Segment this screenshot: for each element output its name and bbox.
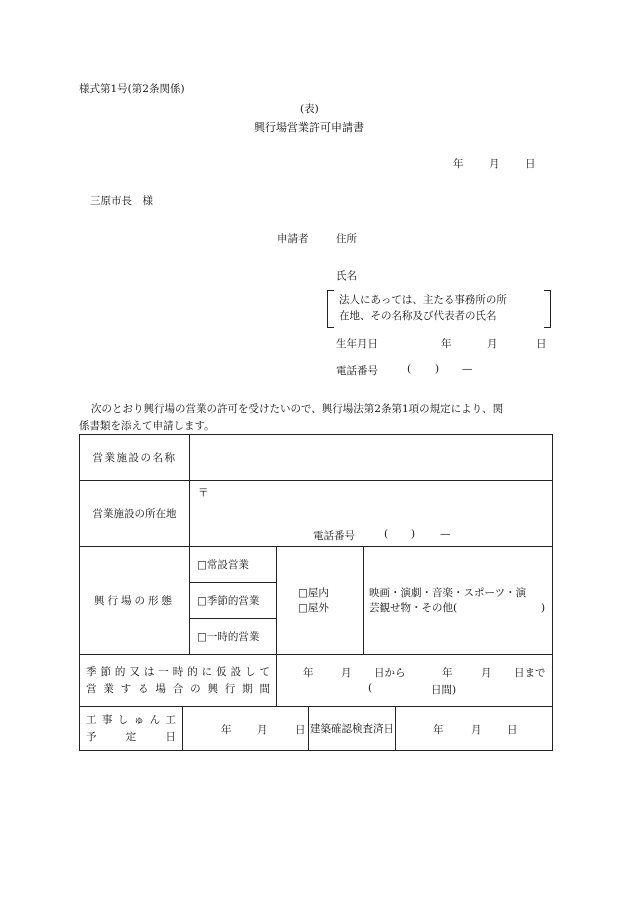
- corporate-note-text: [339, 292, 507, 324]
- phone-dash: —: [462, 363, 473, 375]
- corporate-note: [327, 290, 551, 326]
- facility-location-field[interactable]: [190, 481, 553, 547]
- genre-line1: 映画・演劇・音楽・スポーツ・演: [369, 586, 527, 599]
- construction-day: 日: [295, 724, 306, 736]
- phone-paren-close: ): [435, 363, 440, 375]
- phone-paren-open: (: [407, 363, 412, 375]
- facility-location-label: 営業施設の所在地: [80, 481, 190, 547]
- name-label[interactable]: 氏名: [336, 270, 357, 282]
- period-to-year: 年: [442, 667, 453, 679]
- temp-period-label: [80, 655, 277, 707]
- temp-period-label-line2: 営業する場合の興行期間: [86, 682, 270, 695]
- construction-label-line1: 工事しゅん工: [86, 713, 176, 726]
- business-type-temporary[interactable]: □一時的営業: [190, 619, 277, 655]
- corporate-note-line2: 在地、その名称及び代表者の氏名: [339, 310, 497, 322]
- birth-year[interactable]: 年: [441, 338, 452, 350]
- page-title: 興行場営業許可申請書: [254, 121, 364, 134]
- period-to-month: 月: [481, 667, 492, 679]
- temp-period-field[interactable]: [277, 655, 553, 707]
- period-from-month: 月: [341, 667, 352, 679]
- birth-month[interactable]: 月: [487, 338, 498, 350]
- genre-close: ): [541, 601, 546, 614]
- address-label[interactable]: 住所: [336, 233, 357, 245]
- intro-line1: 次のとおり興行場の営業の許可を受けたいので、興行場法第2条第1項の規定により、関: [91, 403, 504, 415]
- birth-label[interactable]: 生年月日: [336, 338, 378, 350]
- period-to-day: 日まで: [514, 667, 546, 679]
- construction-month: 月: [257, 724, 268, 736]
- location-phone-paren-open: (: [384, 528, 389, 540]
- construction-label: [80, 707, 183, 751]
- indoor-outdoor-cell: [277, 547, 364, 655]
- period-from-day: 日から: [374, 667, 406, 679]
- genre-cell: [364, 547, 553, 655]
- date-month[interactable]: 月: [489, 158, 500, 170]
- applicant-label: 申請者: [277, 233, 309, 245]
- facility-name-label: 営業施設の名称: [80, 435, 190, 481]
- side-label: (表): [300, 103, 319, 115]
- form-number: 様式第1号(第2条関係): [79, 83, 185, 95]
- addressee: 三原市長 様: [90, 195, 153, 207]
- inspection-month: 月: [471, 724, 482, 736]
- construction-label-line2: 予 定 日: [86, 730, 176, 743]
- period-days-close: 日間): [431, 684, 457, 696]
- outdoor-checkbox[interactable]: □屋外: [298, 601, 329, 614]
- left-bracket: [327, 290, 334, 328]
- business-type-regular[interactable]: □常設営業: [190, 547, 277, 583]
- corporate-note-line1: 法人にあっては、主たる事務所の所: [339, 294, 507, 306]
- facility-name-field[interactable]: [190, 435, 553, 481]
- temp-period-label-line1: 季節的又は一時的に仮設して: [86, 665, 270, 678]
- date-year[interactable]: 年: [453, 158, 464, 170]
- indoor-checkbox[interactable]: □屋内: [298, 586, 329, 599]
- intro-line2: 係書類を添えて申請します。: [79, 420, 215, 432]
- postal-mark: 〒: [198, 487, 209, 499]
- construction-year: 年: [221, 724, 232, 736]
- location-phone-dash: —: [440, 528, 451, 540]
- inspection-day: 日: [507, 724, 518, 736]
- date-day[interactable]: 日: [525, 158, 536, 170]
- inspection-date-field[interactable]: [396, 707, 553, 751]
- form-type-label: 興行場の形態: [80, 547, 190, 655]
- inspection-label: 建築確認検査済日: [309, 707, 396, 751]
- location-phone-label: 電話番号: [313, 530, 355, 542]
- period-days-open: (: [368, 682, 373, 694]
- genre-line2[interactable]: 芸観せ物・その他(: [369, 601, 458, 614]
- location-phone-paren-close: ): [411, 528, 416, 540]
- business-type-seasonal[interactable]: □季節的営業: [190, 583, 277, 619]
- period-from-year: 年: [303, 667, 314, 679]
- construction-date-field[interactable]: [183, 707, 309, 751]
- application-table: [79, 434, 553, 751]
- right-bracket: [544, 290, 551, 328]
- phone-label[interactable]: 電話番号: [336, 365, 378, 377]
- birth-day[interactable]: 日: [536, 338, 547, 350]
- inspection-year: 年: [433, 724, 444, 736]
